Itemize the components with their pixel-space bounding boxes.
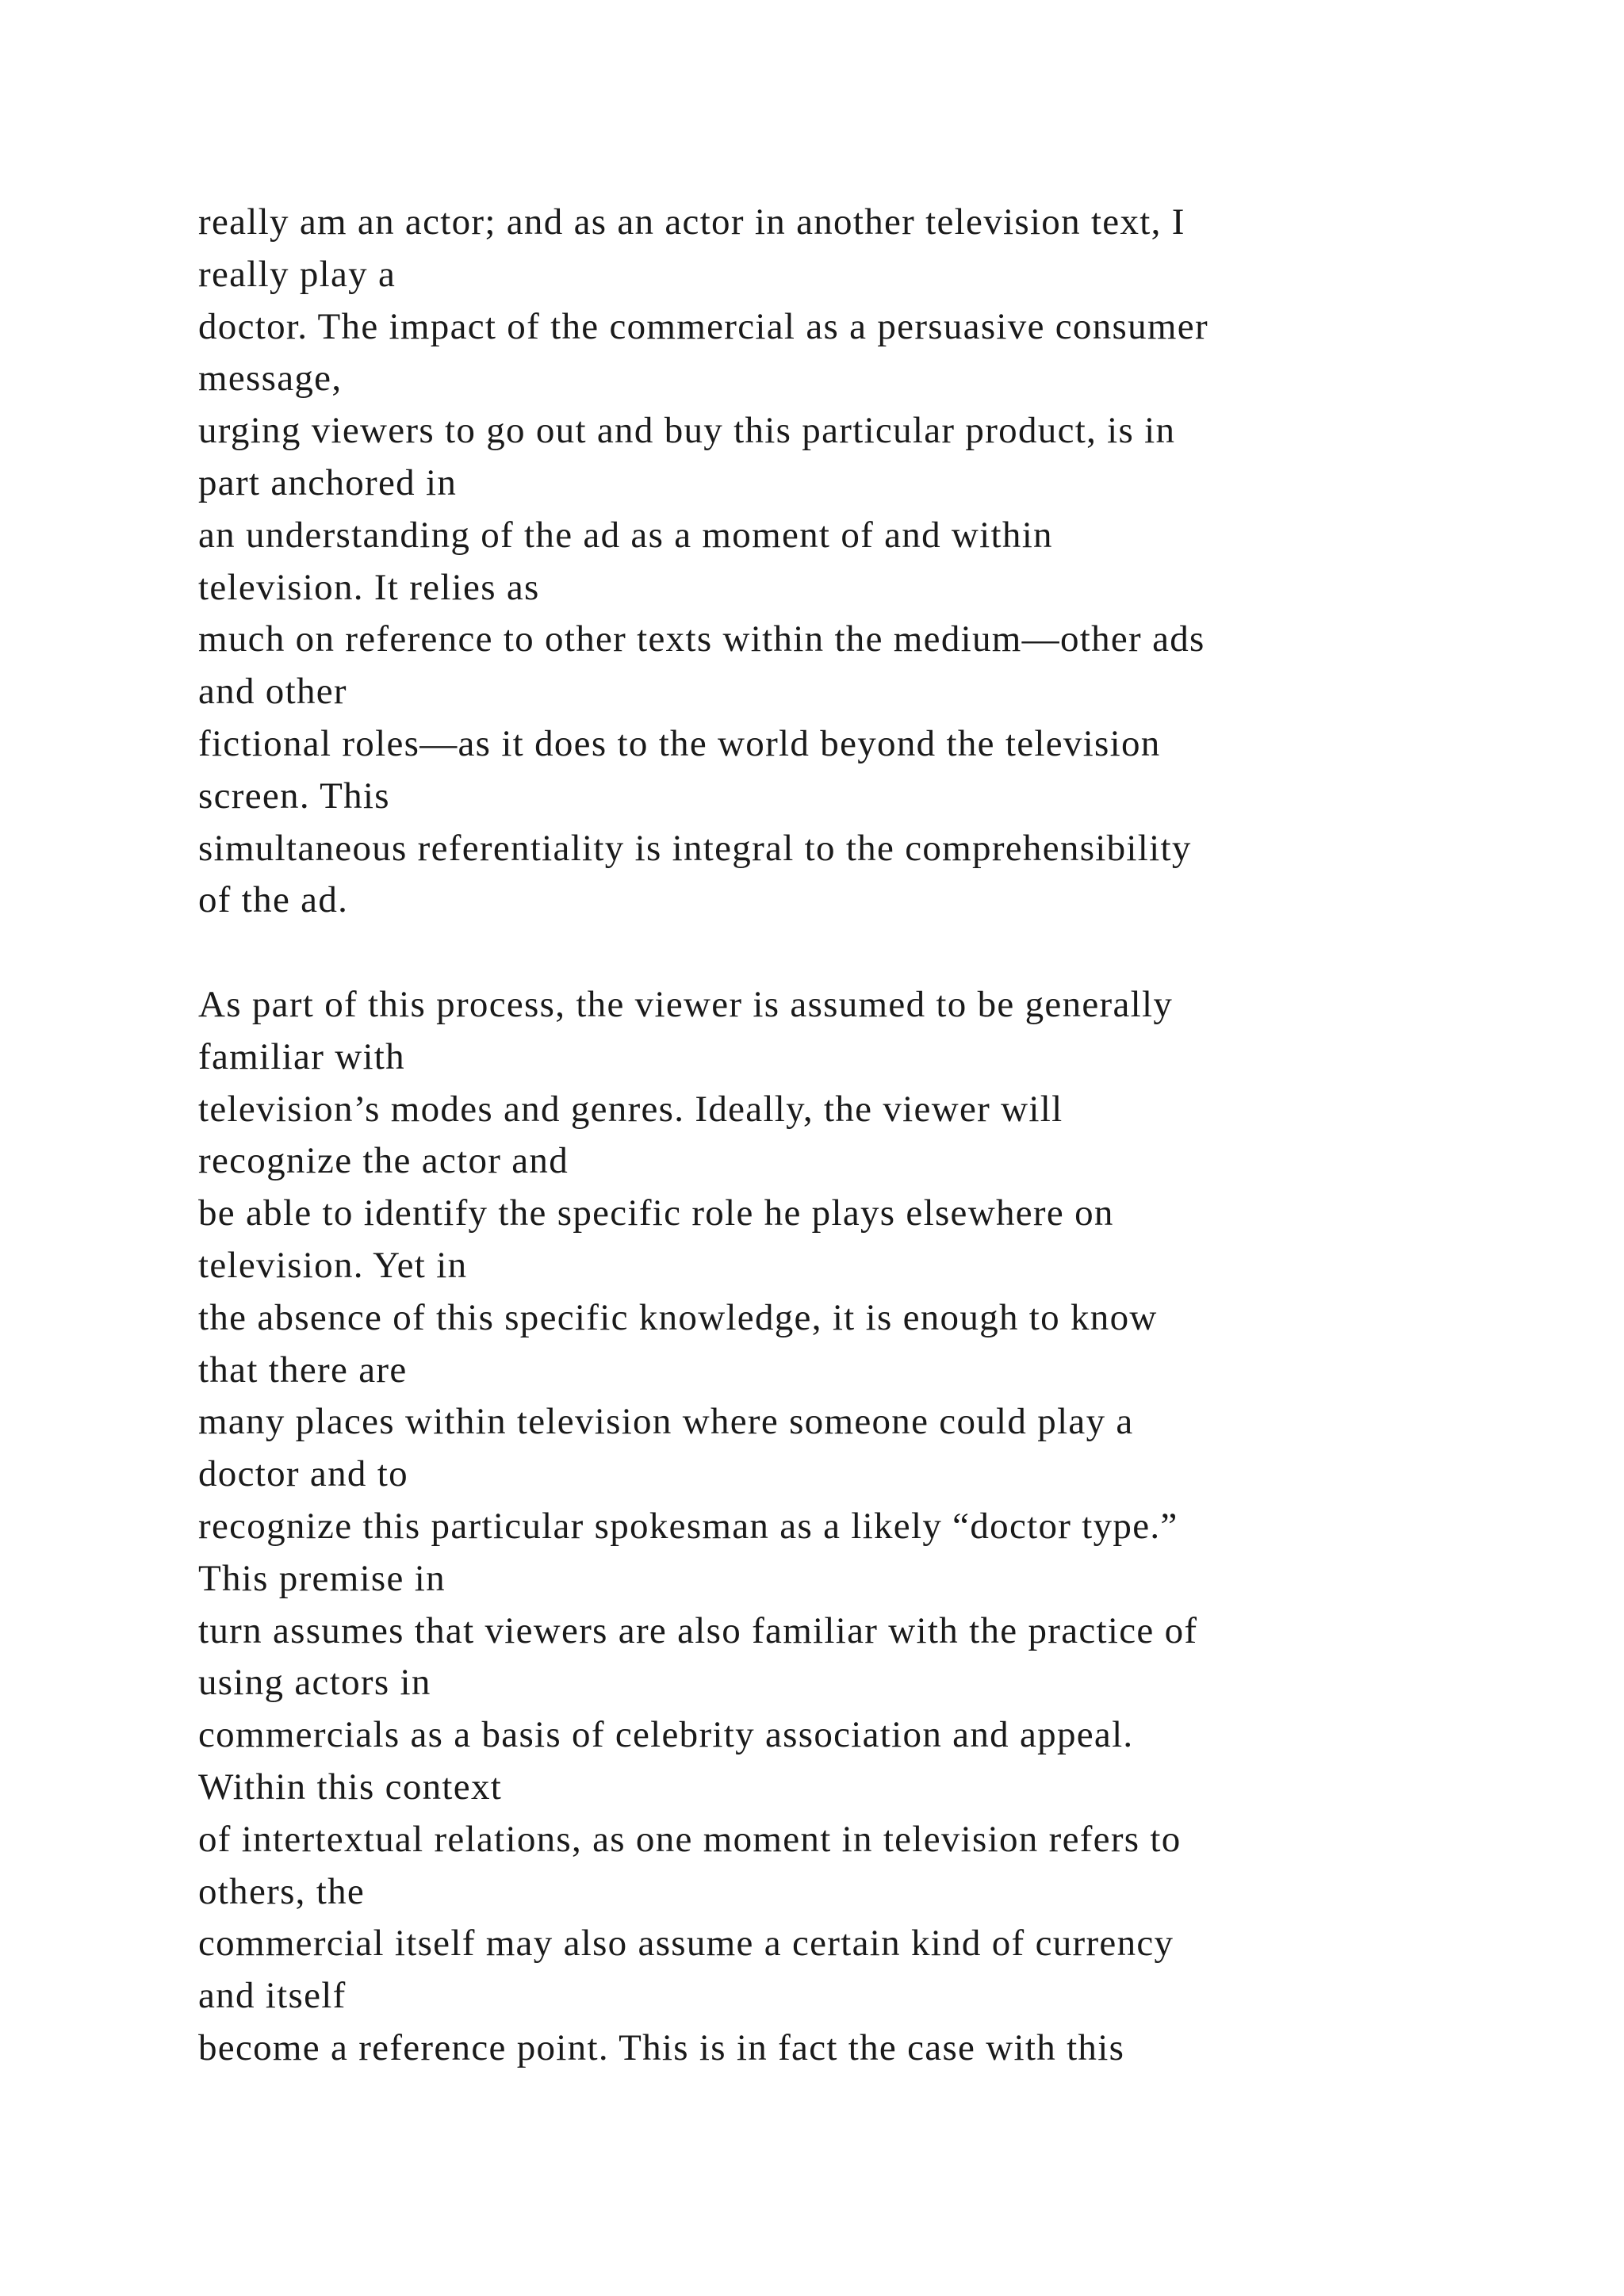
text-line: become a reference point. This is in fact the case with this <box>198 2026 1125 2068</box>
text-line: really play a <box>198 253 396 295</box>
text-line: This premise in <box>198 1557 446 1599</box>
paragraph-1 <box>198 197 1562 927</box>
text-line: television. It relies as <box>198 566 540 608</box>
text-line: Within this context <box>198 1766 503 1808</box>
text-line: message, <box>198 358 343 400</box>
text-line: recognize this particular spokesman as a likely “doctor type.” <box>198 1505 1178 1547</box>
text-line: turn assumes that viewers are also familiar with the practice of <box>198 1609 1198 1651</box>
text-line: commercial itself may also assume a certain kind of currency <box>198 1923 1174 1965</box>
text-line: be able to identify the specific role he plays elsewhere on <box>198 1192 1114 1234</box>
text-line: really am an actor; and as an actor in another television text, I <box>198 201 1185 243</box>
text-line: and itself <box>198 1975 347 2017</box>
text-line: an understanding of the ad as a moment of and within <box>198 514 1053 556</box>
text-line: screen. This <box>198 775 390 817</box>
text-line: many places within television where someone could play a <box>198 1401 1134 1443</box>
text-line: recognize the actor and <box>198 1140 569 1182</box>
text-line: of the ad. <box>198 879 349 921</box>
text-line: using actors in <box>198 1662 431 1704</box>
text-line: television. Yet in <box>198 1244 468 1286</box>
text-line: fictional roles—as it does to the world beyond the television <box>198 722 1161 764</box>
text-line: doctor and to <box>198 1453 408 1495</box>
text-line: familiar with <box>198 1035 405 1077</box>
text-line: simultaneous referentiality is integral to the comprehensibility <box>198 827 1192 869</box>
text-line: part anchored in <box>198 461 458 503</box>
text-line: doctor. The impact of the commercial as a persuasive consumer <box>198 305 1208 347</box>
text-line: television’s modes and genres. Ideally, the viewer will <box>198 1088 1063 1130</box>
text-line: urging viewers to go out and buy this particular product, is in <box>198 410 1176 452</box>
text-line: much on reference to other texts within the medium—other ads <box>198 618 1205 660</box>
text-line: commercials as a basis of celebrity association and appeal. <box>198 1714 1134 1756</box>
text-line: that there are <box>198 1349 408 1391</box>
paragraph-2 <box>198 979 1562 2075</box>
text-line: As part of this process, the viewer is assumed to be generally <box>198 983 1174 1025</box>
text-line: others, the <box>198 1870 366 1912</box>
body-text <box>198 197 1562 2075</box>
text-line: and other <box>198 671 347 713</box>
text-line: of intertextual relations, as one moment in television refers to <box>198 1818 1182 1860</box>
text-line: the absence of this specific knowledge, it is enough to know <box>198 1296 1158 1338</box>
